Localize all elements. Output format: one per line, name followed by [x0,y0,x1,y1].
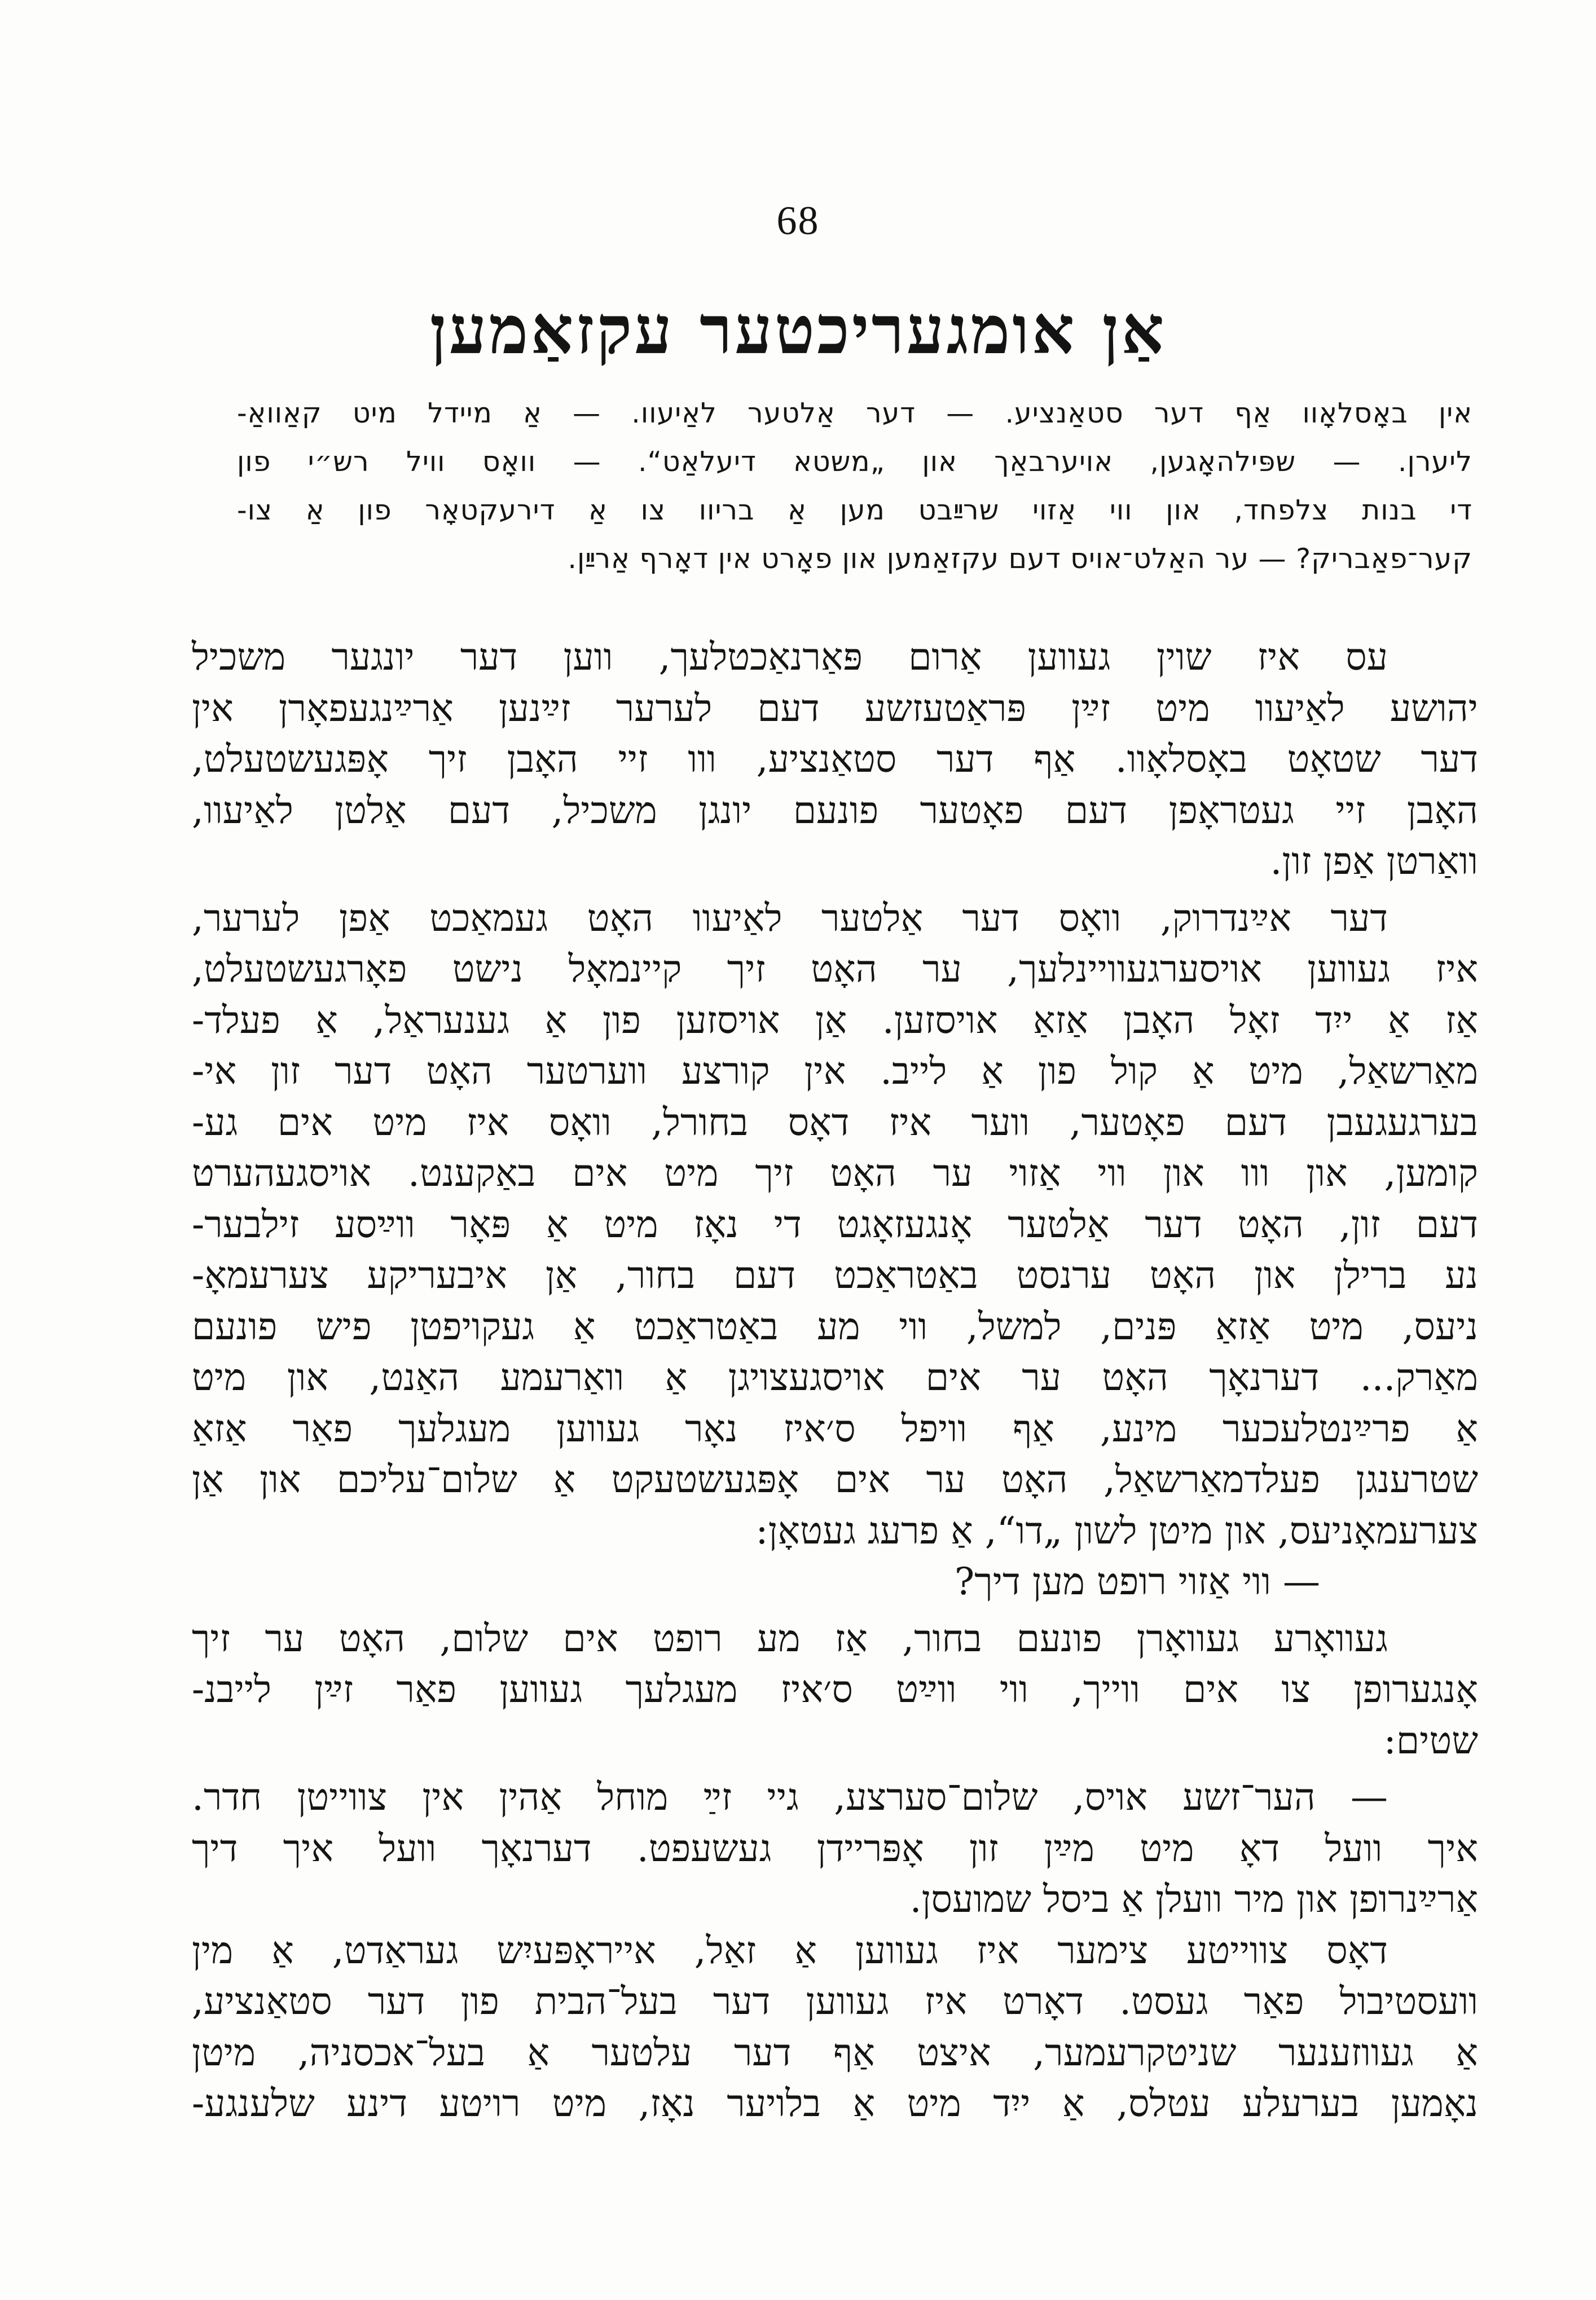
text-line: איך וועל דאָ מיט מײַן זון אָפּריידן געשעפט. דערנאָך וועל איך דיך [192,1826,1478,1870]
paragraph [192,1556,1478,1608]
text-line: — ווי אַזוי רופט מען דיך? [954,1560,1320,1603]
paragraph [192,632,1478,887]
paragraph [192,1925,1478,2130]
text-line: דעם זון, האָט דער אַלטער אָנגעזאָגט די נאָז מיט אַ פּאָר ווײַסע זילבער- [192,1202,1478,1246]
text-line: שטרענגן פעלדמאַרשאַל, האָט ער אים אָפּגעשטעקט אַ שלום־עליכם און אַן [192,1458,1478,1501]
text-line: אַרײַנרופן און מיר וועלן אַ ביסל שמועסן. [909,1877,1478,1921]
text-line: וואַרטן אַפן זון. [1270,839,1478,883]
text-line: אַ פרײַנטלעכער מינע, אַף וויפל ס׳איז נאָר געווען מעגלעך פאַר אַזאַ [192,1406,1478,1450]
text-line: יהושע לאַיעוו מיט זײַן פּראַטעזשע דעם לערער זײַנען אַרײַנגעפאָרן אין [192,686,1478,730]
text-line: געוואָרע געוואָרן פונעם בחור, אַז מע רופט אים שלום, האָט ער זיך [192,1616,1388,1660]
synopsis-line: די בנות צלפחד, און ווי אַזוי שרײַבט מען אַ בריוו צו אַ דירעקטאָר פון אַ צו- [237,494,1472,526]
text-line: וועסטיבול פאַר געסט. דאָרט איז געווען דער בעל־הבית פון דער סטאַנציע, [192,1980,1478,2023]
text-line: עס איז שוין געווען אַרום פּאַרנאַכטלעך, ווען דער יונגער משכיל [192,635,1388,679]
text-line: מאַרק... דערנאָך האָט ער אים אויסגעצויגן אַ וואַרעמע האַנט, און מיט [192,1356,1478,1399]
body-text [192,632,1478,2130]
text-line: ניעס, מיט אַזאַ פּנים, למשל, ווי מע באַטראַכט אַ געקויפטן פיש פונעם [192,1304,1478,1348]
text-line: צערעמאָניעס, און מיטן לשון „דו“, אַ פרעג געטאָן: [755,1509,1478,1553]
synopsis-line: ליערן. — שפּילהאָגען, אויערבאַך און „משטא דיעלאַט“. — וואָס וויל רש״י פון [237,446,1472,478]
text-line: בערגעגעבן דעם פאָטער, ווער איז דאָס בחורל, וואָס איז מיט אים גע- [192,1100,1478,1144]
text-line: נע ברילן און האָט ערנסט באַטראַכט דעם בחור, אַן איבעריקע צערעמאָ- [192,1254,1478,1297]
page-number: 68 [776,198,820,243]
text-line: דאָס צווייטע צימער איז געווען אַ זאַל, אייראָפּעיִש געראַדט, אַ מין [192,1928,1388,1972]
text-line: מאַרשאַל, מיט אַ קול פון אַ לייב. אין קורצע ווערטער האָט דער זון אי- [192,1049,1478,1093]
chapter-synopsis [237,389,1472,583]
text-line: אָנגערופן צו אים ווייך, ווי ווײַט ס׳איז מעגלעך געווען פאַר זײַן לייבנ- [192,1668,1478,1711]
text-line: — הער־זשע אויס, שלום־סערצע, גיי זײַ מוחל אַהין אין צווייטן חדר. [192,1775,1388,1819]
text-line: אַז אַ ייִד זאָל האָבן אַזאַ אויסזען. אַן אויסזען פון אַ גענעראַל, אַ פעלד- [192,998,1478,1042]
text-line: דער אײַנדרוק, וואָס דער אַלטער לאַיעוו האָט געמאַכט אַפן לערער, [192,896,1388,940]
text-line: אַ געווזענער שניטקרעמער, איצט אַף דער עלטער אַ בעל־אכסניה, מיטן [192,2030,1478,2074]
paragraph [192,1613,1478,1767]
paragraph [192,1772,1478,1925]
text-line: קומען, און ווו און ווי אַזוי ער האָט זיך מיט אים באַקענט. אויסגעהערט [192,1151,1478,1195]
text-line: נאָמען בערעלע עטלס, אַ ייִד מיט אַ בלויער נאָז, מיט רויטע דינע שלענגע- [192,2082,1478,2125]
synopsis-line: קער־פאַבריק? — ער האַלט־אויס דעם עקזאַמען און פאָרט אין דאָרף אַרײַן. [568,543,1472,575]
paragraph [192,893,1478,1557]
synopsis-line: אין באָסלאָוו אַף דער סטאַנציע. — דער אַלטער לאַיעוו. — אַ מיידל מיט קאַוואַ- [237,397,1472,429]
text-line: איז געווען אויסערגעוויינלעך, ער האָט זיך קיינמאָל נישט פאָרגעשטעלט, [192,947,1478,991]
text-line: האָבן זיי געטראָפן דעם פאָטער פונעם יונגן משכיל, דעם אַלטן לאַיעוו, [192,788,1478,832]
chapter-title: אַן אומגעריכטער עקזאַמען [429,291,1167,369]
text-line: שטים: [1383,1718,1478,1762]
text-line: דער שטאָט באָסלאָוו. אַף דער סטאַנציע, ווו זיי האָבן זיך אָפּגעשטעלט, [192,737,1478,781]
